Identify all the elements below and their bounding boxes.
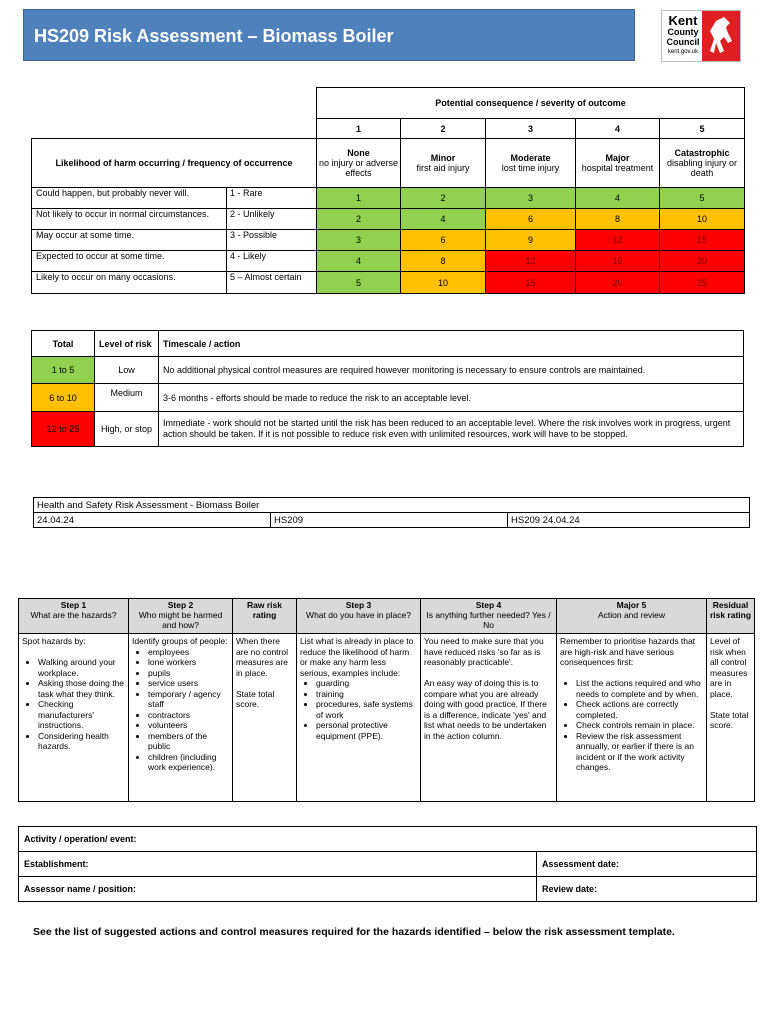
- list-item: • training: [316, 689, 417, 700]
- likelihood-level: 3 - Possible: [227, 230, 317, 251]
- severity-number: 5: [699, 123, 705, 134]
- risk-score-cell: 12: [576, 230, 660, 251]
- risk-score-cell: 16: [576, 251, 660, 272]
- risk-score-cell: 4: [401, 209, 486, 230]
- risk-score-cell: 8: [401, 251, 486, 272]
- severity-number: 3: [527, 123, 533, 134]
- raw-risk-content: When there are no control measures are in place. State total score.: [233, 634, 297, 802]
- list-item: • children (including work experience).: [148, 752, 229, 773]
- logo-line-1: Kent: [668, 13, 698, 28]
- risk-score-cell: 15: [486, 272, 576, 294]
- assessment-date-label: Assessment date:: [537, 852, 757, 877]
- legend-header-action: Timescale / action: [163, 338, 241, 349]
- severity-col-major: Major hospital treatment: [576, 139, 660, 188]
- step-5-content: Remember to prioritise hazards that are high-risk and have serious consequences first: • List the actions required and who needs to complete and by when. • Check actions are correctly completed. • Check controls remain in place. • Review the risk assessment annually, or earlier if there is an incident or if the work activity changes.: [557, 634, 707, 802]
- list-item: • service users: [148, 678, 229, 689]
- risk-score-cell: 4: [317, 251, 401, 272]
- residual-risk-content: Level of risk when all control measures are in place. State total score.: [707, 634, 755, 802]
- risk-score-cell: 10: [401, 272, 486, 294]
- risk-score-cell: 15: [660, 230, 745, 251]
- step-3-content: List what is already in place to reduce the likelihood of harm or make any harm less serious, examples include: • guarding • training • procedures, safe systems of work • personal protective equipment (PPE).: [297, 634, 421, 802]
- risk-matrix: [31, 87, 745, 294]
- logo-line-4: kent.gov.uk: [667, 49, 699, 55]
- likelihood-level: 1 - Rare: [227, 188, 317, 209]
- likelihood-desc: Expected to occur at some time.: [32, 251, 227, 272]
- legend-header-level: Level of risk: [99, 338, 152, 349]
- legend-level-low: Low: [95, 357, 159, 384]
- likelihood-desc: Likely to occur on many occasions.: [32, 272, 227, 294]
- page-title: HS209 Risk Assessment – Biomass Boiler: [34, 26, 394, 46]
- list-item: • Check actions are correctly completed.: [576, 699, 703, 720]
- severity-col-catastrophic: Catastrophic disabling injury or death: [660, 139, 745, 188]
- severity-number: 4: [614, 123, 620, 134]
- risk-score-cell: 2: [401, 188, 486, 209]
- likelihood-desc: Not likely to occur in normal circumstances.: [32, 209, 227, 230]
- likelihood-level: 5 – Almost certain: [227, 272, 317, 294]
- risk-score-cell: 6: [401, 230, 486, 251]
- risk-score-cell: 20: [576, 272, 660, 294]
- risk-score-cell: 3: [317, 230, 401, 251]
- step-4-content: You need to make sure that you have reduced risks 'so far as is reasonably practicable'. An easy way of doing this is to compare what you are already doing with good practice. If there is a difference, indicate 'yes' and list what needs to be undertaken in the action column.: [421, 634, 557, 802]
- residual-risk-header: Residual risk rating: [707, 599, 755, 634]
- list-item: • guarding: [316, 678, 417, 689]
- doc-ref: HS209: [271, 513, 508, 528]
- legend-total-high: 12 to 25: [32, 412, 95, 447]
- likelihood-desc: May occur at some time.: [32, 230, 227, 251]
- step-2-header: Step 2 Who might be harmed and how?: [129, 599, 233, 634]
- severity-col-none: None no injury or adverse effects: [317, 139, 401, 188]
- step-4-header: Step 4 Is anything further needed? Yes / No: [421, 599, 557, 634]
- list-item: • lone workers: [148, 657, 229, 668]
- severity-number: 2: [440, 123, 446, 134]
- list-item: • procedures, safe systems of work: [316, 699, 417, 720]
- likelihood-level: 2 - Unlikely: [227, 209, 317, 230]
- risk-score-cell: 20: [660, 251, 745, 272]
- logo-line-2: County: [667, 27, 699, 37]
- severity-heading: Potential consequence / severity of outcome: [317, 88, 745, 119]
- severity-col-minor: Minor first aid injury: [401, 139, 486, 188]
- legend-level-high: High, or stop: [95, 412, 159, 447]
- risk-level-legend: [31, 330, 744, 447]
- legend-total-low: 1 to 5: [32, 357, 95, 384]
- risk-score-cell: 9: [486, 230, 576, 251]
- legend-action-medium: 3-6 months - efforts should be made to reduce the risk to an acceptable level.: [159, 384, 744, 412]
- raw-risk-header: Raw risk rating: [233, 599, 297, 634]
- step-5-header: Major 5 Action and review: [557, 599, 707, 634]
- kent-county-council-logo: [661, 10, 741, 62]
- logo-line-3: Council: [666, 37, 700, 47]
- risk-score-cell: 3: [486, 188, 576, 209]
- review-date-label: Review date:: [537, 877, 757, 902]
- activity-label: Activity / operation/ event:: [19, 827, 757, 852]
- legend-action-low: No additional physical control measures are required however monitoring is necessary to ensure controls are maintained.: [159, 357, 744, 384]
- severity-number: 1: [355, 123, 361, 134]
- title-banner: [23, 9, 635, 61]
- list-item: • List the actions required and who needs to complete and by when.: [576, 678, 703, 699]
- severity-col-moderate: Moderate lost time injury: [486, 139, 576, 188]
- likelihood-desc: Could happen, but probably never will.: [32, 188, 227, 209]
- list-item: • Check controls remain in place.: [576, 720, 703, 731]
- risk-score-cell: 2: [317, 209, 401, 230]
- risk-score-cell: 5: [660, 188, 745, 209]
- list-item: • pupils: [148, 668, 229, 679]
- establishment-label: Establishment:: [19, 852, 537, 877]
- list-item: • personal protective equipment (PPE).: [316, 720, 417, 741]
- doc-date: 24.04.24: [34, 513, 271, 528]
- list-item: • members of the public: [148, 731, 229, 752]
- list-item: • employees: [148, 647, 229, 658]
- risk-score-cell: 25: [660, 272, 745, 294]
- list-item: • volunteers: [148, 720, 229, 731]
- doc-title: Health and Safety Risk Assessment - Biomass Boiler: [34, 498, 750, 513]
- step-1-header: Step 1 What are the hazards?: [19, 599, 129, 634]
- list-item: • Walking around your workplace.: [38, 657, 125, 678]
- list-item: • Considering health hazards.: [38, 731, 125, 752]
- legend-action-high: Immediate - work should not be started until the risk has been reduced to an acceptable level. Where the risk involves work in progress, urgent action should be taken. If it is not possible to reduce risk even with unlimited resources, work will have to be stopped.: [159, 412, 744, 447]
- step-1-content: Spot hazards by: • Walking around your workplace. • Asking those doing the task what they think. • Checking manufacturers' instructions. • Considering health hazards.: [19, 634, 129, 802]
- legend-header-total: Total: [52, 338, 74, 349]
- assessor-label: Assessor name / position:: [19, 877, 537, 902]
- risk-score-cell: 12: [486, 251, 576, 272]
- list-item: • contractors: [148, 710, 229, 721]
- list-item: • Review the risk assessment annually, or earlier if there is an incident or if the work activity changes.: [576, 731, 703, 773]
- step-2-content: Identify groups of people: • employees • lone workers • pupils • service users • temporary / agency staff • contractors • volunteers • members of the public • children (including work experience).: [129, 634, 233, 802]
- likelihood-heading: Likelihood of harm occurring / frequency of occurrence: [32, 139, 317, 188]
- legend-total-medium: 6 to 10: [32, 384, 95, 412]
- list-item: • Checking manufacturers' instructions.: [38, 699, 125, 731]
- activity-details: [18, 826, 757, 902]
- horse-icon: [702, 11, 740, 61]
- risk-score-cell: 10: [660, 209, 745, 230]
- likelihood-level: 4 - Likely: [227, 251, 317, 272]
- risk-score-cell: 8: [576, 209, 660, 230]
- risk-score-cell: 4: [576, 188, 660, 209]
- list-item: • temporary / agency staff: [148, 689, 229, 710]
- footer-note: See the list of suggested actions and control measures required for the hazards identified – below the risk assessment template.: [33, 926, 675, 938]
- risk-score-cell: 5: [317, 272, 401, 294]
- risk-score-cell: 1: [317, 188, 401, 209]
- legend-level-medium: Medium: [95, 384, 159, 412]
- risk-score-cell: 6: [486, 209, 576, 230]
- document-info: [33, 497, 750, 528]
- step-3-header: Step 3 What do you have in place?: [297, 599, 421, 634]
- list-item: • Asking those doing the task what they think.: [38, 678, 125, 699]
- steps-guidance-table: [18, 598, 755, 802]
- doc-ref-date: HS209 24.04.24: [508, 513, 750, 528]
